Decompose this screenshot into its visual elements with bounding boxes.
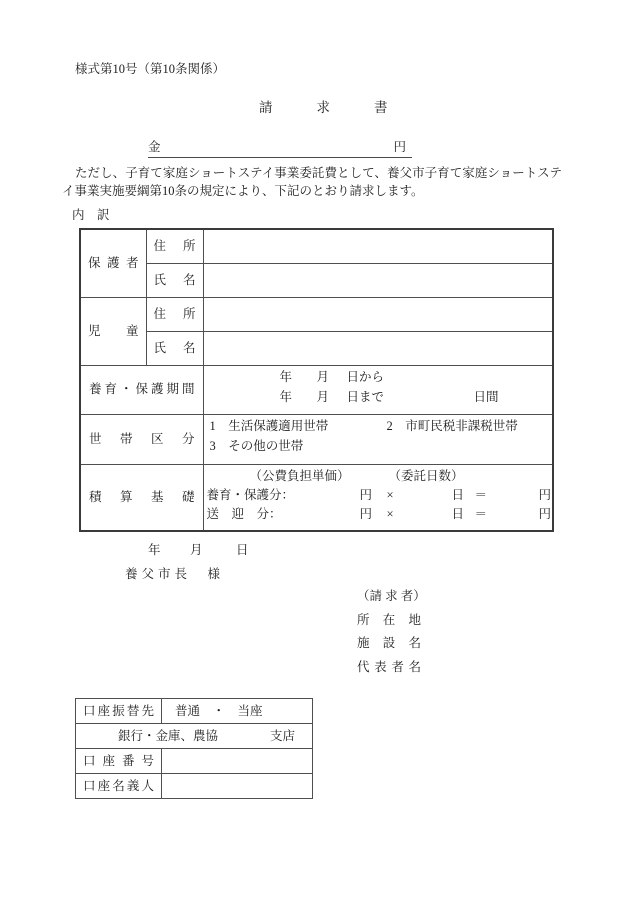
household-option-1: 1 生活保護適用世帯 bbox=[209, 419, 329, 433]
form-number: 様式第10号（第10条関係） bbox=[75, 62, 226, 76]
table-row bbox=[76, 724, 313, 749]
table-row bbox=[80, 229, 553, 263]
body-paragraph: ただし、子育て家庭ショートステイ事業委託費として、養父市子育て家庭ショートステイ事業実施要綱第10条の規定により、下記のとおり請求します。 bbox=[62, 166, 562, 198]
table-row bbox=[80, 263, 553, 297]
child-name-label: 氏名 bbox=[146, 331, 203, 365]
guardian-label: 保護者 bbox=[80, 229, 146, 297]
bank-name-cell bbox=[76, 724, 313, 749]
table-row bbox=[76, 774, 313, 799]
yen-unit: 円 bbox=[538, 506, 552, 521]
amount-suffix: 円 bbox=[393, 140, 406, 154]
period-days-total: 日間 bbox=[473, 389, 499, 404]
table-row bbox=[80, 331, 553, 365]
branch-label: 支店 bbox=[269, 728, 295, 743]
child-label: 児童 bbox=[80, 297, 146, 365]
table-row bbox=[80, 297, 553, 331]
period-to-day: 日まで bbox=[346, 389, 385, 404]
guardian-address-field bbox=[203, 229, 553, 263]
date-day-label: 日 bbox=[236, 543, 249, 557]
period-to-month: 月 bbox=[316, 389, 330, 404]
care-period-cell bbox=[203, 365, 553, 414]
page-title: 請求書 bbox=[259, 100, 432, 115]
household-option-3: 3 その他の世帯 bbox=[209, 439, 304, 453]
child-address-field bbox=[203, 297, 553, 331]
breakdown-label: 内 訳 bbox=[72, 208, 110, 222]
unit-price-header: （公費負担単価） bbox=[249, 468, 350, 483]
account-holder-label: 口座名義人 bbox=[76, 774, 162, 799]
table-row bbox=[76, 749, 313, 774]
yen-unit: 円 bbox=[538, 487, 552, 502]
yen-unit: 円 bbox=[359, 487, 373, 502]
account-holder-field bbox=[162, 774, 313, 799]
day-unit: 日 bbox=[451, 506, 465, 521]
times-sign: × bbox=[386, 487, 394, 502]
times-sign: × bbox=[386, 506, 394, 521]
guardian-name-field bbox=[203, 263, 553, 297]
date-year-label: 年 bbox=[148, 543, 161, 557]
period-to-year: 年 bbox=[279, 389, 293, 404]
amount-line bbox=[148, 137, 412, 158]
calculation-basis-label: 積算基礎 bbox=[80, 464, 203, 531]
date-line bbox=[0, 543, 630, 559]
claimant-representative-label: 代表者名 bbox=[357, 659, 421, 674]
addressee-line: 養父市長 様 bbox=[125, 567, 225, 581]
care-portion-label: 養育・保護分： bbox=[206, 487, 295, 502]
day-unit: 日 bbox=[451, 487, 465, 502]
account-transfer-label: 口座振替先 bbox=[76, 699, 162, 724]
period-from-year: 年 bbox=[279, 369, 293, 384]
table-row bbox=[80, 365, 553, 414]
commission-days-header: （委託日数） bbox=[388, 468, 464, 483]
breakdown-table bbox=[79, 228, 554, 532]
child-name-field bbox=[203, 331, 553, 365]
account-number-field bbox=[162, 749, 313, 774]
account-number-label: 口座番号 bbox=[76, 749, 162, 774]
period-from-day: 日から bbox=[346, 369, 385, 384]
yen-unit: 円 bbox=[359, 506, 373, 521]
transport-portion-label: 送 迎 分： bbox=[206, 506, 282, 521]
guardian-name-label: 氏名 bbox=[146, 263, 203, 297]
bank-name-label: 銀行・金庫、農協 bbox=[118, 728, 219, 743]
account-type-options: 普通 ・ 当座 bbox=[162, 699, 313, 724]
claimant-block bbox=[357, 589, 427, 683]
period-from-month: 月 bbox=[316, 369, 330, 384]
calculation-basis-cell bbox=[203, 464, 553, 531]
household-category-label: 世帯区分 bbox=[80, 414, 203, 464]
claimant-address-label: 所在地 bbox=[357, 612, 421, 627]
amount-prefix: 金 bbox=[148, 140, 161, 154]
household-category-cell bbox=[203, 414, 553, 464]
guardian-address-label: 住所 bbox=[146, 229, 203, 263]
equals-sign: ＝ bbox=[474, 506, 488, 521]
equals-sign: ＝ bbox=[474, 487, 488, 502]
table-row bbox=[80, 464, 553, 531]
claimant-header: （請 求 者） bbox=[357, 589, 426, 603]
table-row bbox=[76, 699, 313, 724]
date-month-label: 月 bbox=[190, 543, 203, 557]
child-address-label: 住所 bbox=[146, 297, 203, 331]
care-period-label: 養育・保護期間 bbox=[80, 365, 203, 414]
bank-account-table bbox=[75, 698, 313, 799]
household-option-2: 2 市町民税非課税世帯 bbox=[386, 419, 518, 433]
claimant-facility-label: 施設名 bbox=[357, 636, 421, 650]
table-row bbox=[80, 414, 553, 464]
